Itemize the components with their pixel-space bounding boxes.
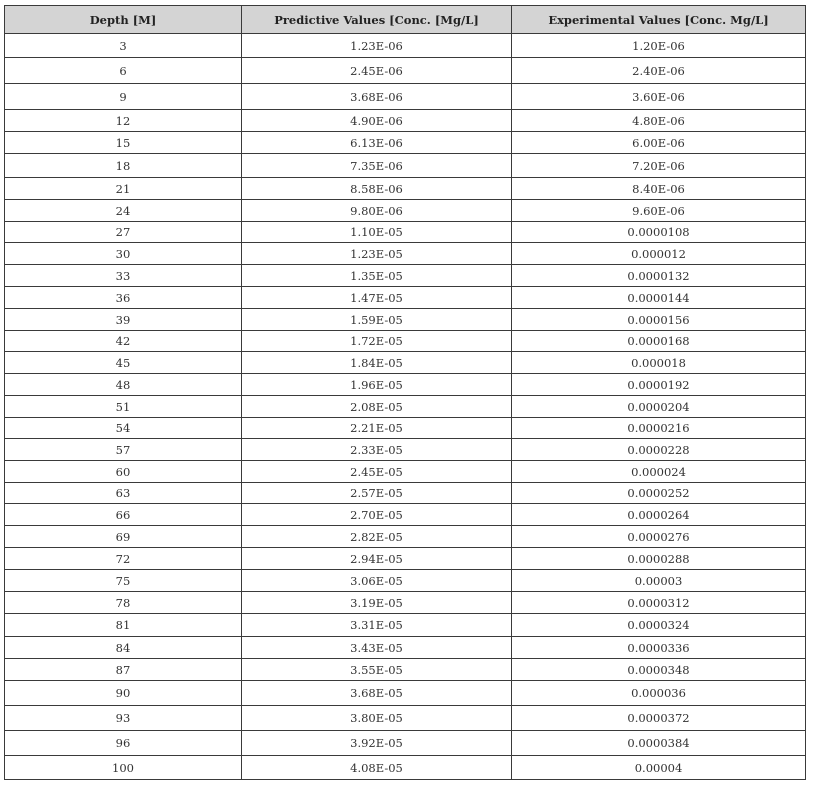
cell-depth: 72 <box>5 548 242 570</box>
cell-depth: 30 <box>5 243 242 265</box>
table-row <box>5 265 806 287</box>
table-row <box>5 243 806 265</box>
cell-predictive: 1.23E-06 <box>242 34 512 58</box>
cell-experimental: 0.0000192 <box>512 374 806 396</box>
cell-predictive: 3.43E-05 <box>242 637 512 659</box>
cell-depth: 6 <box>5 58 242 84</box>
cell-predictive: 1.96E-05 <box>242 374 512 396</box>
table-row <box>5 504 806 526</box>
table-row <box>5 84 806 110</box>
cell-experimental: 0.0000228 <box>512 439 806 461</box>
cell-depth: 24 <box>5 200 242 222</box>
table-row <box>5 659 806 681</box>
cell-predictive: 2.70E-05 <box>242 504 512 526</box>
cell-experimental: 1.20E-06 <box>512 34 806 58</box>
table-row <box>5 132 806 154</box>
cell-experimental: 0.0000156 <box>512 309 806 331</box>
cell-depth: 15 <box>5 132 242 154</box>
cell-experimental: 0.0000288 <box>512 548 806 570</box>
cell-depth: 42 <box>5 331 242 352</box>
cell-experimental: 0.000018 <box>512 352 806 374</box>
cell-depth: 48 <box>5 374 242 396</box>
cell-predictive: 1.72E-05 <box>242 331 512 352</box>
table-row <box>5 439 806 461</box>
cell-depth: 66 <box>5 504 242 526</box>
cell-predictive: 1.47E-05 <box>242 287 512 309</box>
table-row <box>5 154 806 178</box>
cell-depth: 75 <box>5 570 242 592</box>
cell-depth: 57 <box>5 439 242 461</box>
cell-experimental: 7.20E-06 <box>512 154 806 178</box>
cell-experimental: 0.00003 <box>512 570 806 592</box>
cell-depth: 81 <box>5 614 242 637</box>
cell-depth: 87 <box>5 659 242 681</box>
table-row <box>5 461 806 483</box>
cell-predictive: 8.58E-06 <box>242 178 512 200</box>
cell-depth: 3 <box>5 34 242 58</box>
cell-predictive: 3.68E-06 <box>242 84 512 110</box>
cell-depth: 93 <box>5 706 242 731</box>
cell-predictive: 1.10E-05 <box>242 222 512 243</box>
table-row <box>5 331 806 352</box>
cell-experimental: 0.0000384 <box>512 731 806 756</box>
cell-experimental: 0.0000216 <box>512 418 806 439</box>
cell-depth: 51 <box>5 396 242 418</box>
table-row <box>5 614 806 637</box>
cell-experimental: 9.60E-06 <box>512 200 806 222</box>
table-body <box>5 34 806 780</box>
table-row <box>5 548 806 570</box>
cell-predictive: 1.23E-05 <box>242 243 512 265</box>
cell-depth: 18 <box>5 154 242 178</box>
table-row <box>5 483 806 504</box>
cell-predictive: 4.08E-05 <box>242 756 512 780</box>
table-row <box>5 637 806 659</box>
cell-predictive: 7.35E-06 <box>242 154 512 178</box>
cell-predictive: 3.92E-05 <box>242 731 512 756</box>
cell-experimental: 4.80E-06 <box>512 110 806 132</box>
cell-predictive: 1.84E-05 <box>242 352 512 374</box>
header-experimental: Experimental Values [Conc. Mg/L] <box>512 6 806 34</box>
cell-predictive: 2.08E-05 <box>242 396 512 418</box>
cell-predictive: 2.94E-05 <box>242 548 512 570</box>
cell-predictive: 2.57E-05 <box>242 483 512 504</box>
cell-experimental: 0.0000336 <box>512 637 806 659</box>
table-row <box>5 526 806 548</box>
data-table <box>4 5 806 780</box>
cell-predictive: 2.45E-06 <box>242 58 512 84</box>
table-row <box>5 396 806 418</box>
cell-predictive: 3.80E-05 <box>242 706 512 731</box>
cell-depth: 63 <box>5 483 242 504</box>
cell-depth: 39 <box>5 309 242 331</box>
cell-predictive: 3.31E-05 <box>242 614 512 637</box>
cell-depth: 12 <box>5 110 242 132</box>
cell-depth: 60 <box>5 461 242 483</box>
header-predictive: Predictive Values [Conc. [Mg/L] <box>242 6 512 34</box>
cell-experimental: 0.0000132 <box>512 265 806 287</box>
cell-experimental: 0.000012 <box>512 243 806 265</box>
table-row <box>5 418 806 439</box>
cell-predictive: 3.68E-05 <box>242 681 512 706</box>
cell-predictive: 4.90E-06 <box>242 110 512 132</box>
header-depth: Depth [M] <box>5 6 242 34</box>
cell-depth: 100 <box>5 756 242 780</box>
table-row <box>5 681 806 706</box>
cell-depth: 9 <box>5 84 242 110</box>
cell-depth: 21 <box>5 178 242 200</box>
cell-experimental: 0.0000108 <box>512 222 806 243</box>
cell-predictive: 2.82E-05 <box>242 526 512 548</box>
cell-experimental: 2.40E-06 <box>512 58 806 84</box>
cell-predictive: 2.33E-05 <box>242 439 512 461</box>
cell-predictive: 3.55E-05 <box>242 659 512 681</box>
cell-experimental: 0.0000324 <box>512 614 806 637</box>
table-row <box>5 178 806 200</box>
cell-depth: 96 <box>5 731 242 756</box>
cell-predictive: 2.21E-05 <box>242 418 512 439</box>
table-row <box>5 309 806 331</box>
table-row <box>5 110 806 132</box>
cell-experimental: 0.0000348 <box>512 659 806 681</box>
cell-depth: 36 <box>5 287 242 309</box>
table-row <box>5 352 806 374</box>
table-row <box>5 756 806 780</box>
cell-predictive: 3.06E-05 <box>242 570 512 592</box>
table-row <box>5 58 806 84</box>
cell-experimental: 0.000036 <box>512 681 806 706</box>
cell-depth: 45 <box>5 352 242 374</box>
cell-experimental: 0.0000276 <box>512 526 806 548</box>
table-row <box>5 200 806 222</box>
cell-experimental: 0.0000264 <box>512 504 806 526</box>
cell-experimental: 0.0000312 <box>512 592 806 614</box>
cell-experimental: 0.000024 <box>512 461 806 483</box>
cell-experimental: 3.60E-06 <box>512 84 806 110</box>
cell-predictive: 9.80E-06 <box>242 200 512 222</box>
cell-predictive: 3.19E-05 <box>242 592 512 614</box>
header-row <box>5 6 806 34</box>
cell-predictive: 6.13E-06 <box>242 132 512 154</box>
table-row <box>5 570 806 592</box>
table-row <box>5 706 806 731</box>
cell-experimental: 0.0000372 <box>512 706 806 731</box>
table-row <box>5 374 806 396</box>
cell-experimental: 6.00E-06 <box>512 132 806 154</box>
cell-experimental: 0.0000252 <box>512 483 806 504</box>
cell-depth: 33 <box>5 265 242 287</box>
cell-predictive: 2.45E-05 <box>242 461 512 483</box>
cell-depth: 27 <box>5 222 242 243</box>
cell-depth: 69 <box>5 526 242 548</box>
cell-depth: 54 <box>5 418 242 439</box>
cell-experimental: 8.40E-06 <box>512 178 806 200</box>
cell-experimental: 0.0000144 <box>512 287 806 309</box>
cell-depth: 78 <box>5 592 242 614</box>
table-row <box>5 34 806 58</box>
cell-experimental: 0.00004 <box>512 756 806 780</box>
cell-experimental: 0.0000204 <box>512 396 806 418</box>
cell-experimental: 0.0000168 <box>512 331 806 352</box>
cell-depth: 84 <box>5 637 242 659</box>
cell-predictive: 1.35E-05 <box>242 265 512 287</box>
cell-depth: 90 <box>5 681 242 706</box>
table-row <box>5 592 806 614</box>
table-row <box>5 222 806 243</box>
table-row <box>5 287 806 309</box>
cell-predictive: 1.59E-05 <box>242 309 512 331</box>
table-row <box>5 731 806 756</box>
